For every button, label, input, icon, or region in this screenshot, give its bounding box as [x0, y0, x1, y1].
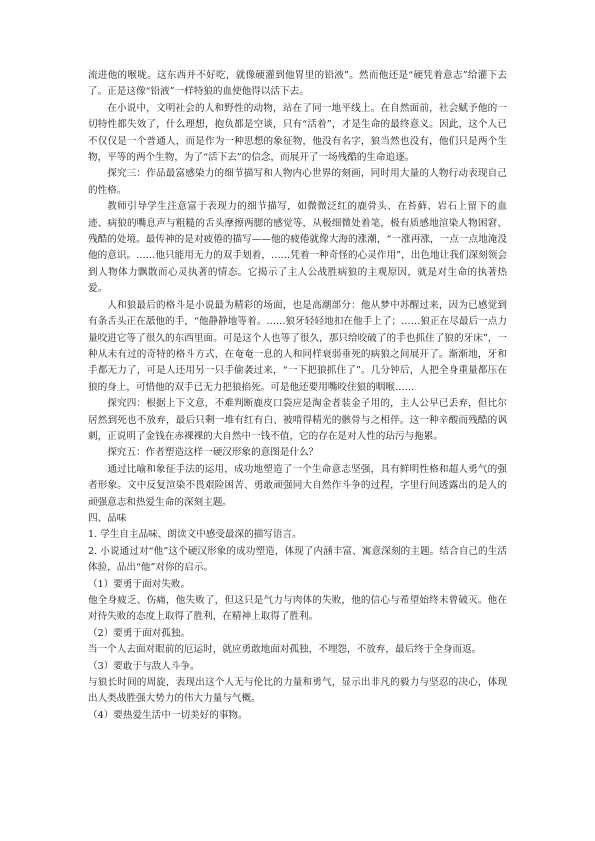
paragraph: 通过比喻和象征手法的运用，成功地塑造了一个生命意志坚强，具有鲜明性格和超人勇气的强者形象。文中反复渲染不畏艰险困苦、勇敢顽强同大自然作斗争的过程，字里行间透露出的是人的顽强意志和热爱生命的深刻主题。	[88, 463, 507, 508]
document-body	[88, 68, 507, 724]
list-item: 2. 小说通过对“他”这个硬汉形象的成功塑造，体现了内涵丰富、寓意深刻的主题。结合自己的生活体验，品出“他”对你的启示。	[88, 545, 507, 574]
sub-item-heading: （3）要敢于与敌人斗争。	[88, 660, 200, 672]
paragraph: 探究五：作者塑造这样一硬汉形象的意图是什么？	[107, 447, 319, 459]
section-heading: 四、品味	[88, 512, 127, 524]
list-item: 1. 学生自主品味、朗读文中感受最深的描写语言。	[88, 529, 302, 541]
paragraph: 探究四：根据上下文意，不难判断鹿皮口袋应是淘金者装金子用的，主人公早已丢弃，但比尔居然到死也不放弃，最后只剩一堆有红有白、被啃得精光的骸骨与之相伴。这一种辛酸而残酷的讽刺，正说明了金钱在赤裸裸的大自然中一钱不值，它的存在是对人性的玷污与拖累。	[88, 398, 507, 442]
sub-item-heading: （2）要勇于面对孤独。	[88, 627, 191, 639]
paragraph: 与狼长时间的周旋，表现出这个人无与伦比的力量和勇气，显示出非凡的毅力与坚忍的决心，体现出人类战胜强大势力的伟大力量与气概。	[88, 677, 507, 705]
paragraph: 他全身疲乏、伤痛，他失败了，但这只是气力与肉体的失败，他的信心与希望始终未曾破灭。他在对待失败的态度上取得了胜利，在精神上取得了胜利。	[88, 595, 507, 623]
paragraph: 在小说中，文明社会的人和野性的动物，站在了同一地平线上。在自然面前，社会赋予他的一切特性都失效了，什么理想，抱负都是空谈，只有“活着”，才是生命的最终意义。因此，这个人已不仅仅是一个普通人，而是作为一种思想的象征物，他没有名字，狼当然也没有，他们只是两个生物，平等的两个生物，为了“活下去”的信念，而展开了一场残酷的生命追逐。	[88, 102, 507, 164]
sub-item-heading: （1）要勇于面对失败。	[88, 578, 191, 590]
paragraph: 人和狼最后的格斗是小说最为精彩的场面，也是高潮部分：他从梦中苏醒过来，因为已感觉到有条舌头正在舐他的手，“他静静地等着。……狼牙轻轻地扣在他手上了；……狼正在尽最后一点力量咬进它等了很久的东西里面。可是这个人也等了很久，那只给咬破了的手也抓住了狼的牙床”，一种从未有过的奇特的格斗方式，在奄奄一息的人和同样衰弱垂死的病狼之间展开了。渐渐地，牙和手都无力了，可是人还用另一只手偷袭过来，“一下把狼抓住了”。几分钟后，人把全身重量都压在狼的身上，可惜他的双手已无力把狼掐死。可是他还要用嘴咬住狼的咽喉……	[88, 299, 507, 393]
paragraph: 当一个人去面对眼前的厄运时，就应勇敢地面对孤独，不埋怨，不放弃，最后终于全身而返。	[88, 644, 482, 656]
paragraph: 探究三：作品最富感染力的细节描写和人物内心世界的刻画，同时用大量的人物行动表现自己的性格。	[88, 168, 507, 196]
sub-item-heading: （4）要热爱生活中一切美好的事物。	[88, 709, 248, 721]
paragraph: 流进他的喉咙。这东西并不好吃，就像硬灌到他胃里的铅液”。然而他还是“硬凭着意志”给灌下去了。正是这像“铅液”一样特狼的血使他得以活下去。	[88, 70, 507, 98]
paragraph: 教师引导学生注意富于表现力的细节描写，如微微泛红的鹿骨头、在苔藓、岩石上留下的血迹、病狼的嘴息声与粗糙的舌头摩擦两腮的感觉等，从极细微处着笔，极有质感地渲染人物困窘、残酷的处境。最传神的是对疲倦的描写——他的疲倦就像大海的涨潮，“一涨再涨，一点一点地淹没他的意识。……他只能用无力的双手划着，……凭着一种奇怪的心灵作用”，出色地让我们深刻领会到人物体力飘散而心灵执著的情态。它揭示了主人公战胜病狼的主观原因，就是对生命的执著热爱。	[88, 201, 507, 295]
